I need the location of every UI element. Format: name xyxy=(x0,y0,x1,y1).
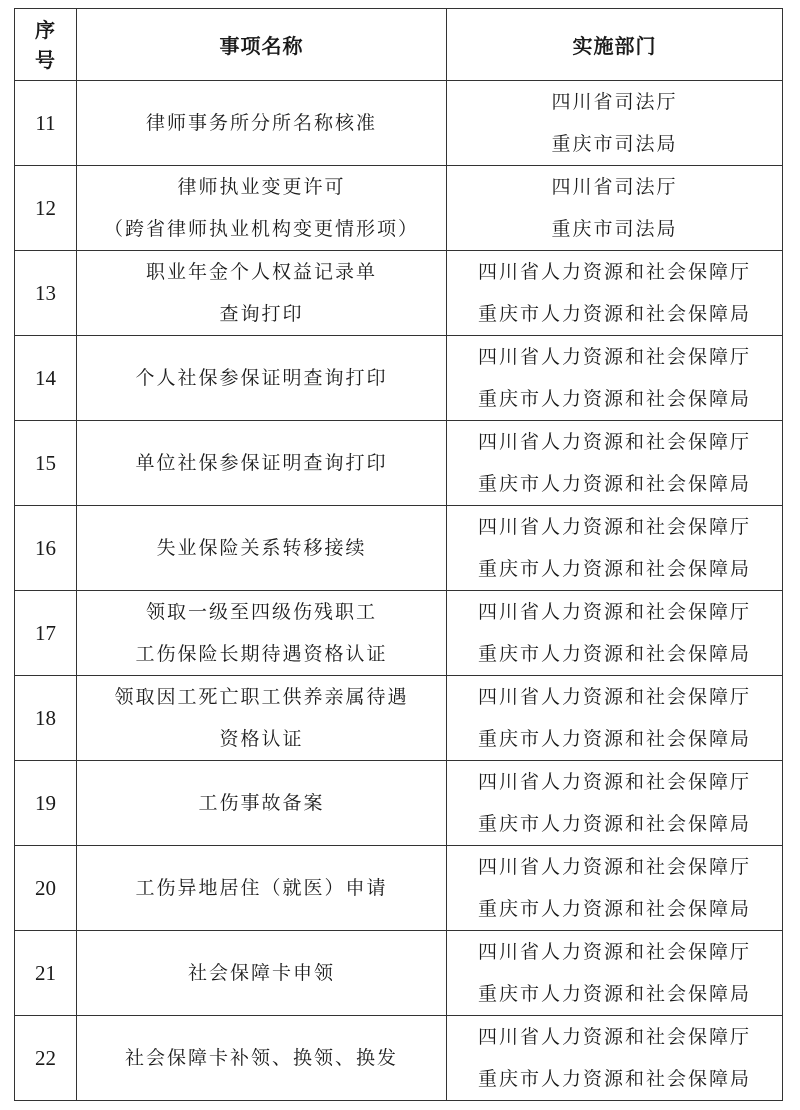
department-line: 重庆市人力资源和社会保障局 xyxy=(477,303,751,325)
department xyxy=(447,81,783,166)
table-row xyxy=(15,421,783,506)
item-name xyxy=(77,676,447,761)
item-name-line: 资格认证 xyxy=(219,728,304,750)
item-name-line: 律师事务所分所名称核准 xyxy=(145,112,377,134)
item-name xyxy=(77,166,447,251)
row-number: 17 xyxy=(15,591,77,676)
table-row xyxy=(15,931,783,1016)
department-line: 四川省人力资源和社会保障厅 xyxy=(477,516,751,538)
table-row xyxy=(15,506,783,591)
department-line: 四川省人力资源和社会保障厅 xyxy=(477,941,751,963)
department-line: 重庆市司法局 xyxy=(551,218,678,240)
department-line: 重庆市司法局 xyxy=(551,133,678,155)
item-name-line: 查询打印 xyxy=(219,303,304,325)
header-row xyxy=(15,9,783,81)
department-line: 重庆市人力资源和社会保障局 xyxy=(477,1068,751,1090)
department xyxy=(447,1016,783,1101)
item-name-line: 工伤事故备案 xyxy=(198,792,325,814)
department-line: 四川省人力资源和社会保障厅 xyxy=(477,856,751,878)
item-name xyxy=(77,931,447,1016)
item-name xyxy=(77,761,447,846)
table-row xyxy=(15,166,783,251)
department xyxy=(447,761,783,846)
department xyxy=(447,166,783,251)
table-row xyxy=(15,676,783,761)
row-number: 19 xyxy=(15,761,77,846)
item-name-line: 工伤保险长期待遇资格认证 xyxy=(135,643,388,665)
header-seq xyxy=(15,9,77,81)
item-name-line: 领取因工死亡职工供养亲属待遇 xyxy=(114,686,409,708)
header-seq-line: 序 xyxy=(35,17,56,42)
department-line: 重庆市人力资源和社会保障局 xyxy=(477,813,751,835)
table-row xyxy=(15,336,783,421)
department xyxy=(447,506,783,591)
department-line: 四川省人力资源和社会保障厅 xyxy=(477,686,751,708)
item-name-line: 工伤异地居住（就医）申请 xyxy=(135,877,388,899)
department xyxy=(447,846,783,931)
item-name xyxy=(77,591,447,676)
department-line: 重庆市人力资源和社会保障局 xyxy=(477,898,751,920)
item-name-line: 领取一级至四级伤残职工 xyxy=(145,601,377,623)
row-number: 11 xyxy=(15,81,77,166)
department xyxy=(447,421,783,506)
item-name-line: （跨省律师执业机构变更情形项） xyxy=(103,218,419,240)
department xyxy=(447,336,783,421)
department-line: 四川省人力资源和社会保障厅 xyxy=(477,431,751,453)
department-line: 四川省人力资源和社会保障厅 xyxy=(477,1026,751,1048)
row-number: 22 xyxy=(15,1016,77,1101)
item-name xyxy=(77,81,447,166)
department-line: 四川省人力资源和社会保障厅 xyxy=(477,771,751,793)
department xyxy=(447,591,783,676)
row-number: 16 xyxy=(15,506,77,591)
department-line: 重庆市人力资源和社会保障局 xyxy=(477,473,751,495)
department-line: 重庆市人力资源和社会保障局 xyxy=(477,983,751,1005)
row-number: 18 xyxy=(15,676,77,761)
item-name-line: 社会保障卡补领、换领、换发 xyxy=(124,1047,398,1069)
item-name-line: 个人社保参保证明查询打印 xyxy=(135,367,388,389)
department xyxy=(447,931,783,1016)
item-name xyxy=(77,251,447,336)
table-row xyxy=(15,591,783,676)
item-name-line: 单位社保参保证明查询打印 xyxy=(135,452,388,474)
table-row xyxy=(15,251,783,336)
header-seq-line: 号 xyxy=(35,47,56,72)
item-name xyxy=(77,421,447,506)
department-line: 四川省人力资源和社会保障厅 xyxy=(477,601,751,623)
department-line: 重庆市人力资源和社会保障局 xyxy=(477,558,751,580)
department-line: 四川省人力资源和社会保障厅 xyxy=(477,346,751,368)
row-number: 12 xyxy=(15,166,77,251)
item-name-line: 失业保险关系转移接续 xyxy=(156,537,367,559)
header-name: 事项名称 xyxy=(77,9,447,81)
table-row xyxy=(15,1016,783,1101)
item-name xyxy=(77,1016,447,1101)
item-name-line: 职业年金个人权益记录单 xyxy=(145,261,377,283)
row-number: 21 xyxy=(15,931,77,1016)
item-name xyxy=(77,846,447,931)
item-name xyxy=(77,336,447,421)
item-name-line: 社会保障卡申领 xyxy=(187,962,335,984)
table-row xyxy=(15,81,783,166)
department xyxy=(447,251,783,336)
department-line: 四川省人力资源和社会保障厅 xyxy=(477,261,751,283)
header-dept: 实施部门 xyxy=(447,9,783,81)
item-name xyxy=(77,506,447,591)
table-row xyxy=(15,761,783,846)
department-line: 重庆市人力资源和社会保障局 xyxy=(477,643,751,665)
row-number: 13 xyxy=(15,251,77,336)
department-line: 重庆市人力资源和社会保障局 xyxy=(477,388,751,410)
department-line: 重庆市人力资源和社会保障局 xyxy=(477,728,751,750)
table-row xyxy=(15,846,783,931)
department xyxy=(447,676,783,761)
row-number: 15 xyxy=(15,421,77,506)
item-name-line: 律师执业变更许可 xyxy=(177,176,346,198)
department-line: 四川省司法厅 xyxy=(551,91,678,113)
department-line: 四川省司法厅 xyxy=(551,176,678,198)
row-number: 20 xyxy=(15,846,77,931)
items-table xyxy=(14,8,783,1101)
row-number: 14 xyxy=(15,336,77,421)
